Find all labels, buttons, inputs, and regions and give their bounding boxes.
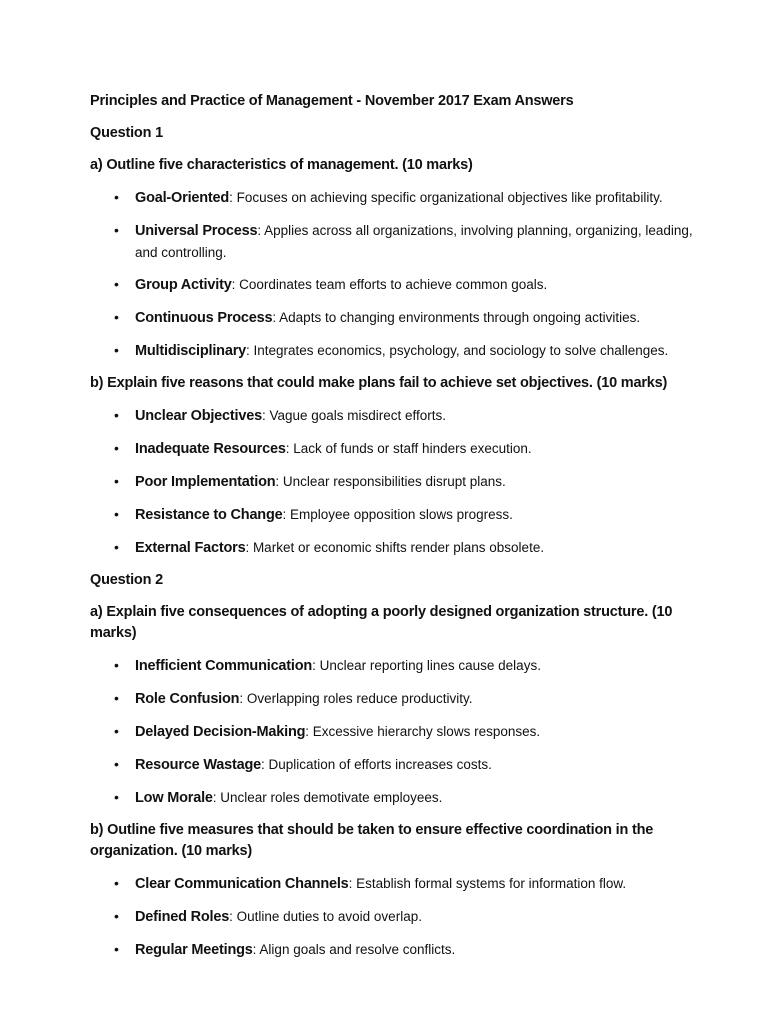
bullet-icon: • (114, 756, 119, 772)
bullet-icon: • (114, 189, 119, 205)
bullet-icon: • (114, 309, 119, 325)
list-item (90, 906, 708, 928)
item-description: : Unclear roles demotivate employees. (212, 790, 443, 805)
bullet-icon: • (114, 276, 119, 292)
bullet-icon: • (114, 506, 119, 522)
item-description: : Coordinates team efforts to achieve common goals. (231, 277, 548, 292)
list-item (90, 438, 708, 460)
item-term: Inadequate Resources (135, 441, 286, 457)
bullet-icon: • (114, 875, 119, 891)
item-term: Low Morale (135, 790, 213, 806)
item-description: : Lack of funds or staff hinders execution. (285, 441, 532, 456)
question-2-heading: Question 2 (90, 572, 163, 588)
item-description: : Employee opposition slows progress. (282, 507, 513, 522)
bullet-icon: • (114, 690, 119, 706)
list-item (90, 340, 708, 362)
item-term: Resource Wastage (135, 757, 262, 773)
item-term: Clear Communication Channels (135, 876, 349, 892)
list-item (90, 307, 708, 329)
list-item (90, 939, 708, 961)
item-description: : Applies across all organizations, involving planning, organizing, leading, and controlling. (135, 223, 693, 260)
bullet-icon: • (114, 657, 119, 673)
bullet-icon: • (114, 342, 119, 358)
bullet-icon: • (114, 539, 119, 555)
question-2b-list (90, 873, 708, 961)
question-2a-prompt: a) Explain five consequences of adopting a poorly designed organization structure. (10 marks) (90, 604, 673, 641)
list-item (90, 405, 708, 427)
item-term: Regular Meetings (135, 942, 253, 958)
bullet-icon: • (114, 407, 119, 423)
item-description: : Market or economic shifts render plans obsolete. (245, 540, 545, 555)
item-description: : Focuses on achieving specific organizational objectives like profitability. (229, 190, 663, 205)
item-term: Poor Implementation (135, 474, 276, 490)
bullet-icon: • (114, 908, 119, 924)
list-item (90, 187, 708, 209)
item-description: : Unclear responsibilities disrupt plans. (275, 474, 506, 489)
item-term: Inefficient Communication (135, 658, 313, 674)
question-1b-prompt: b) Explain five reasons that could make plans fail to achieve set objectives. (10 marks) (90, 375, 668, 391)
list-item (90, 721, 708, 743)
item-term: External Factors (135, 540, 246, 556)
question-1b-list (90, 405, 708, 559)
item-term: Defined Roles (135, 909, 230, 925)
document-title: Principles and Practice of Management - November 2017 Exam Answers (90, 93, 574, 109)
list-item (90, 471, 708, 493)
list-item (90, 787, 708, 809)
list-item (90, 274, 708, 296)
question-2a-list (90, 655, 708, 809)
question-2b-prompt: b) Outline five measures that should be taken to ensure effective coordination in the organization. (10 marks) (90, 822, 654, 859)
question-1-heading: Question 1 (90, 125, 163, 141)
list-item (90, 504, 708, 526)
item-term: Continuous Process (135, 310, 273, 326)
list-item (90, 688, 708, 710)
item-description: : Establish formal systems for information flow. (348, 876, 627, 891)
item-description: : Integrates economics, psychology, and sociology to solve challenges. (246, 343, 669, 358)
item-description: : Outline duties to avoid overlap. (229, 909, 422, 924)
bullet-icon: • (114, 789, 119, 805)
item-description: : Overlapping roles reduce productivity. (239, 691, 473, 706)
list-item (90, 873, 708, 895)
item-description: : Adapts to changing environments through ongoing activities. (272, 310, 641, 325)
item-term: Delayed Decision-Making (135, 724, 306, 740)
item-term: Unclear Objectives (135, 408, 262, 424)
bullet-icon: • (114, 941, 119, 957)
item-term: Multidisciplinary (135, 343, 247, 359)
bullet-icon: • (114, 440, 119, 456)
question-1a-prompt: a) Outline five characteristics of management. (10 marks) (90, 157, 473, 173)
item-term: Resistance to Change (135, 507, 283, 523)
question-1a-list (90, 187, 708, 362)
item-description: : Excessive hierarchy slows responses. (305, 724, 541, 739)
bullet-icon: • (114, 473, 119, 489)
item-term: Role Confusion (135, 691, 240, 707)
item-term: Goal-Oriented (135, 190, 230, 206)
item-description: : Duplication of efforts increases costs. (261, 757, 492, 772)
item-term: Group Activity (135, 277, 232, 293)
bullet-icon: • (114, 723, 119, 739)
list-item (90, 754, 708, 776)
list-item (90, 655, 708, 677)
item-description: : Vague goals misdirect efforts. (261, 408, 447, 423)
bullet-icon: • (114, 222, 119, 238)
item-term: Universal Process (135, 223, 258, 239)
list-item (90, 537, 708, 559)
list-item (90, 220, 708, 263)
item-description: : Unclear reporting lines cause delays. (312, 658, 541, 673)
item-description: : Align goals and resolve conflicts. (252, 942, 456, 957)
